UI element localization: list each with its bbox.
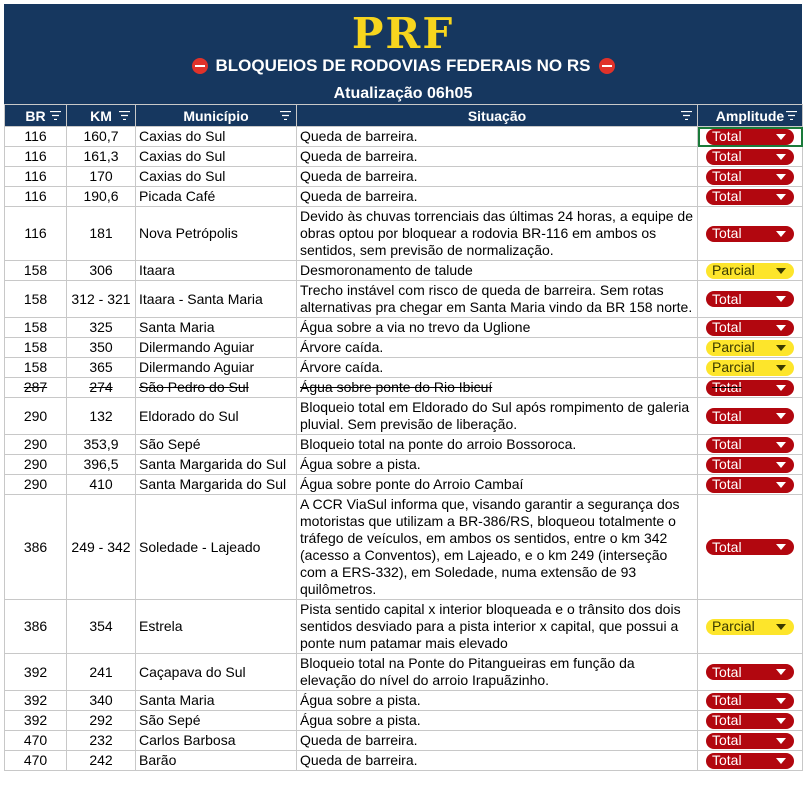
amplitude-value: Total	[712, 436, 742, 452]
amplitude-dropdown[interactable]	[706, 340, 794, 356]
amplitude-dropdown[interactable]	[706, 664, 794, 680]
table-row	[5, 435, 803, 455]
chevron-down-icon[interactable]	[776, 544, 786, 550]
cell-municipio[interactable]: Soledade - Lajeado	[136, 495, 297, 600]
filter-icon[interactable]	[50, 111, 61, 120]
chevron-down-icon[interactable]	[776, 698, 786, 704]
amplitude-dropdown[interactable]	[706, 169, 794, 185]
chevron-down-icon[interactable]	[776, 296, 786, 302]
chevron-down-icon[interactable]	[776, 385, 786, 391]
amplitude-value: Total	[712, 538, 742, 555]
amplitude-dropdown[interactable]	[706, 360, 794, 376]
amplitude-value: Total	[712, 379, 742, 395]
blockages-table	[4, 104, 803, 771]
amplitude-dropdown[interactable]	[706, 189, 794, 205]
table-row	[5, 147, 803, 167]
cell-situacao[interactable]: Água sobre a pista.	[297, 711, 698, 731]
cell-situacao[interactable]: Água sobre a pista.	[297, 691, 698, 711]
cell-municipio[interactable]: São Sepé	[136, 711, 297, 731]
cell-amplitude[interactable]	[698, 261, 803, 281]
cell-municipio[interactable]: Eldorado do Sul	[136, 398, 297, 435]
cell-km[interactable]: 181	[67, 207, 136, 261]
cell-municipio[interactable]: Carlos Barbosa	[136, 731, 297, 751]
table-row	[5, 358, 803, 378]
column-header-municipio[interactable]	[136, 105, 297, 127]
cell-amplitude[interactable]	[698, 691, 803, 711]
cell-km[interactable]: 353,9	[67, 435, 136, 455]
cell-situacao[interactable]: Água sobre ponte do Rio Ibicuí	[297, 378, 698, 398]
chevron-down-icon[interactable]	[776, 442, 786, 448]
chevron-down-icon[interactable]	[776, 268, 786, 274]
amplitude-dropdown[interactable]	[706, 693, 794, 709]
table-row	[5, 281, 803, 318]
cell-br[interactable]: 158	[5, 358, 67, 378]
table-row	[5, 751, 803, 771]
prf-logo: PRF	[351, 9, 455, 58]
column-label: KM	[90, 107, 112, 124]
amplitude-value: Total	[712, 712, 742, 728]
cell-km[interactable]: 340	[67, 691, 136, 711]
cell-situacao[interactable]: Árvore caída.	[297, 338, 698, 358]
cell-municipio[interactable]: Caxias do Sul	[136, 167, 297, 187]
chevron-down-icon[interactable]	[776, 345, 786, 351]
cell-km[interactable]: 232	[67, 731, 136, 751]
chevron-down-icon[interactable]	[776, 758, 786, 764]
cell-amplitude[interactable]	[698, 600, 803, 654]
cell-amplitude[interactable]	[698, 711, 803, 731]
amplitude-value: Total	[712, 188, 742, 204]
column-label: Amplitude	[715, 107, 785, 124]
amplitude-value: Total	[712, 752, 742, 768]
cell-amplitude[interactable]	[698, 318, 803, 338]
cell-situacao[interactable]: Árvore caída.	[297, 358, 698, 378]
cell-km[interactable]: 190,6	[67, 187, 136, 207]
cell-situacao[interactable]: A CCR ViaSul informa que, visando garantir a segurança dos motoristas que utilizam a BR-386/RS, bloqueou totalmente o tráfego de veículos, em ambos os sentidos, entre o km 342 (acesso a Conventos), em Lajeado, e o km 249 (interseção com a ERS-332), em Soledade, numa extensão de 93 quilômetros.	[297, 495, 698, 600]
table-row	[5, 600, 803, 654]
cell-amplitude[interactable]	[698, 455, 803, 475]
cell-amplitude[interactable]	[698, 187, 803, 207]
cell-municipio[interactable]: Itaara	[136, 261, 297, 281]
cell-situacao[interactable]: Queda de barreira.	[297, 147, 698, 167]
cell-situacao[interactable]: Desmoronamento de talude	[297, 261, 698, 281]
cell-br[interactable]: 290	[5, 455, 67, 475]
cell-municipio[interactable]: Dilermando Aguiar	[136, 338, 297, 358]
cell-km[interactable]: 312 - 321	[67, 281, 136, 318]
amplitude-dropdown[interactable]	[706, 129, 794, 145]
cell-km[interactable]: 132	[67, 398, 136, 435]
cell-municipio[interactable]: Dilermando Aguiar	[136, 358, 297, 378]
chevron-down-icon[interactable]	[776, 462, 786, 468]
amplitude-value: Total	[712, 663, 742, 680]
chevron-down-icon[interactable]	[776, 134, 786, 140]
amplitude-value: Total	[712, 128, 742, 144]
amplitude-value: Total	[712, 168, 742, 184]
cell-amplitude[interactable]	[698, 435, 803, 455]
table-row	[5, 398, 803, 435]
amplitude-dropdown[interactable]	[706, 733, 794, 749]
cell-situacao[interactable]: Água sobre ponte do Arroio Cambaí	[297, 475, 698, 495]
chevron-down-icon[interactable]	[776, 669, 786, 675]
cell-amplitude[interactable]	[698, 378, 803, 398]
column-header-situacao[interactable]	[297, 105, 698, 127]
table-row	[5, 654, 803, 691]
cell-situacao[interactable]: Queda de barreira.	[297, 731, 698, 751]
cell-situacao[interactable]: Bloqueio total em Eldorado do Sul após rompimento de galeria pluvial. Sem previsão de liberação.	[297, 398, 698, 435]
cell-km[interactable]: 160,7	[67, 127, 136, 147]
cell-municipio[interactable]: Caçapava do Sul	[136, 654, 297, 691]
cell-br[interactable]: 116	[5, 127, 67, 147]
cell-br[interactable]: 116	[5, 147, 67, 167]
cell-km[interactable]: 306	[67, 261, 136, 281]
cell-br[interactable]: 116	[5, 187, 67, 207]
amplitude-dropdown[interactable]	[706, 539, 794, 555]
cell-km[interactable]: 365	[67, 358, 136, 378]
cell-km[interactable]: 354	[67, 600, 136, 654]
cell-situacao[interactable]: Água sobre a pista.	[297, 455, 698, 475]
cell-situacao[interactable]: Queda de barreira.	[297, 751, 698, 771]
cell-municipio[interactable]: Santa Maria	[136, 318, 297, 338]
chevron-down-icon[interactable]	[776, 154, 786, 160]
column-header-km[interactable]	[67, 105, 136, 127]
cell-amplitude[interactable]	[698, 127, 803, 147]
table-row	[5, 207, 803, 261]
table-row	[5, 731, 803, 751]
chevron-down-icon[interactable]	[776, 413, 786, 419]
page-title	[4, 55, 802, 77]
update-time: Atualização 06h05	[333, 85, 473, 102]
no-entry-icon	[599, 58, 615, 74]
cell-municipio[interactable]: Picada Café	[136, 187, 297, 207]
cell-br[interactable]: 470	[5, 751, 67, 771]
table-row	[5, 475, 803, 495]
amplitude-dropdown[interactable]	[706, 263, 794, 279]
cell-situacao[interactable]: Pista sentido capital x interior bloqueada e o trânsito dos dois sentidos desviado para a pista interior x capital, que possui a ponte num patamar mais elevado	[297, 600, 698, 654]
cell-municipio[interactable]: Santa Maria	[136, 691, 297, 711]
cell-br[interactable]: 386	[5, 600, 67, 654]
cell-br[interactable]: 392	[5, 711, 67, 731]
column-header-amplitude[interactable]	[698, 105, 803, 127]
amplitude-value: Total	[712, 456, 742, 472]
chevron-down-icon[interactable]	[776, 231, 786, 237]
cell-br[interactable]: 386	[5, 495, 67, 600]
chevron-down-icon[interactable]	[776, 738, 786, 744]
cell-km[interactable]: 396,5	[67, 455, 136, 475]
chevron-down-icon[interactable]	[776, 718, 786, 724]
chevron-down-icon[interactable]	[776, 174, 786, 180]
cell-br[interactable]: 392	[5, 654, 67, 691]
chevron-down-icon[interactable]	[776, 194, 786, 200]
cell-municipio[interactable]: Barão	[136, 751, 297, 771]
cell-km[interactable]: 274	[67, 378, 136, 398]
amplitude-value: Total	[712, 732, 742, 748]
cell-amplitude[interactable]	[698, 147, 803, 167]
cell-km[interactable]: 249 - 342	[67, 495, 136, 600]
cell-br[interactable]: 158	[5, 318, 67, 338]
cell-km[interactable]: 292	[67, 711, 136, 731]
table-row	[5, 455, 803, 475]
column-label: BR	[25, 107, 46, 124]
cell-amplitude[interactable]	[698, 167, 803, 187]
cell-km[interactable]: 242	[67, 751, 136, 771]
amplitude-value: Total	[712, 148, 742, 164]
column-label: Município	[183, 107, 249, 124]
cell-situacao[interactable]: Queda de barreira.	[297, 187, 698, 207]
cell-br[interactable]: 470	[5, 731, 67, 751]
cell-km[interactable]: 161,3	[67, 147, 136, 167]
cell-municipio[interactable]: Estrela	[136, 600, 297, 654]
cell-municipio[interactable]: Caxias do Sul	[136, 147, 297, 167]
cell-municipio[interactable]: São Sepé	[136, 435, 297, 455]
amplitude-value: Total	[712, 225, 742, 241]
amplitude-dropdown[interactable]	[706, 380, 794, 396]
cell-amplitude[interactable]	[698, 281, 803, 318]
amplitude-dropdown[interactable]	[706, 619, 794, 635]
cell-km[interactable]: 325	[67, 318, 136, 338]
cell-amplitude[interactable]	[698, 495, 803, 600]
cell-br[interactable]: 290	[5, 398, 67, 435]
filter-icon[interactable]	[119, 111, 130, 120]
cell-municipio[interactable]: Nova Petrópolis	[136, 207, 297, 261]
cell-situacao[interactable]: Água sobre a via no trevo da Uglione	[297, 318, 698, 338]
amplitude-value: Parcial	[712, 359, 755, 375]
amplitude-dropdown[interactable]	[706, 437, 794, 453]
amplitude-value: Parcial	[712, 339, 755, 355]
page-title-text: BLOQUEIOS DE RODOVIAS FEDERAIS NO RS	[215, 56, 591, 75]
amplitude-value: Parcial	[712, 262, 755, 278]
table-row	[5, 127, 803, 147]
amplitude-dropdown[interactable]	[706, 408, 794, 424]
filter-icon[interactable]	[280, 111, 291, 120]
amplitude-dropdown[interactable]	[706, 226, 794, 242]
cell-km[interactable]: 350	[67, 338, 136, 358]
cell-km[interactable]: 241	[67, 654, 136, 691]
chevron-down-icon[interactable]	[776, 365, 786, 371]
column-header-br[interactable]	[5, 105, 67, 127]
amplitude-dropdown[interactable]	[706, 149, 794, 165]
cell-situacao[interactable]: Bloqueio total na ponte do arroio Bossoroca.	[297, 435, 698, 455]
table-row	[5, 167, 803, 187]
amplitude-value: Total	[712, 407, 742, 424]
table-header-row	[5, 105, 803, 127]
cell-municipio[interactable]: Santa Margarida do Sul	[136, 455, 297, 475]
amplitude-value: Total	[712, 476, 742, 492]
filter-icon[interactable]	[786, 111, 797, 120]
page-header	[4, 4, 802, 104]
chevron-down-icon[interactable]	[776, 325, 786, 331]
cell-situacao[interactable]: Queda de barreira.	[297, 127, 698, 147]
amplitude-dropdown[interactable]	[706, 713, 794, 729]
cell-km[interactable]: 170	[67, 167, 136, 187]
cell-br[interactable]: 290	[5, 435, 67, 455]
amplitude-value: Total	[712, 290, 742, 307]
cell-br[interactable]: 158	[5, 281, 67, 318]
cell-amplitude[interactable]	[698, 731, 803, 751]
cell-municipio[interactable]: São Pedro do Sul	[136, 378, 297, 398]
column-label: Situação	[467, 107, 527, 124]
cell-situacao[interactable]: Trecho instável com risco de queda de barreira. Sem rotas alternativas pra chegar em Santa Maria vindo da BR 158 norte.	[297, 281, 698, 318]
table-row	[5, 711, 803, 731]
cell-br[interactable]: 158	[5, 338, 67, 358]
chevron-down-icon[interactable]	[776, 482, 786, 488]
cell-br[interactable]: 116	[5, 167, 67, 187]
cell-situacao[interactable]: Bloqueio total na Ponte do Pitangueiras em função da elevação do nível do arroio Irapuãzinho.	[297, 654, 698, 691]
amplitude-value: Parcial	[712, 618, 755, 634]
cell-municipio[interactable]: Caxias do Sul	[136, 127, 297, 147]
cell-amplitude[interactable]	[698, 338, 803, 358]
amplitude-dropdown[interactable]	[706, 320, 794, 336]
table-row	[5, 495, 803, 600]
amplitude-dropdown[interactable]	[706, 457, 794, 473]
cell-amplitude[interactable]	[698, 358, 803, 378]
table-row	[5, 318, 803, 338]
amplitude-dropdown[interactable]	[706, 753, 794, 769]
cell-municipio[interactable]: Santa Margarida do Sul	[136, 475, 297, 495]
cell-amplitude[interactable]	[698, 751, 803, 771]
table-row	[5, 261, 803, 281]
cell-municipio[interactable]: Itaara - Santa Maria	[136, 281, 297, 318]
cell-amplitude[interactable]	[698, 475, 803, 495]
amplitude-dropdown[interactable]	[706, 477, 794, 493]
table-row	[5, 187, 803, 207]
chevron-down-icon[interactable]	[776, 624, 786, 630]
cell-br[interactable]: 158	[5, 261, 67, 281]
filter-icon[interactable]	[681, 111, 692, 120]
cell-br[interactable]: 287	[5, 378, 67, 398]
cell-amplitude[interactable]	[698, 398, 803, 435]
amplitude-value: Total	[712, 319, 742, 335]
no-entry-icon	[192, 58, 208, 74]
cell-km[interactable]: 410	[67, 475, 136, 495]
cell-amplitude[interactable]	[698, 207, 803, 261]
table-row	[5, 338, 803, 358]
table-row	[5, 378, 803, 398]
cell-br[interactable]: 290	[5, 475, 67, 495]
cell-br[interactable]: 116	[5, 207, 67, 261]
table-row	[5, 691, 803, 711]
amplitude-dropdown[interactable]	[706, 291, 794, 307]
cell-amplitude[interactable]	[698, 654, 803, 691]
cell-situacao[interactable]: Devido às chuvas torrenciais das últimas 24 horas, a equipe de obras optou por bloquear a rodovia BR-116 em ambos os sentidos, sem previsão de normalização.	[297, 207, 698, 261]
amplitude-value: Total	[712, 692, 742, 708]
cell-br[interactable]: 392	[5, 691, 67, 711]
cell-situacao[interactable]: Queda de barreira.	[297, 167, 698, 187]
